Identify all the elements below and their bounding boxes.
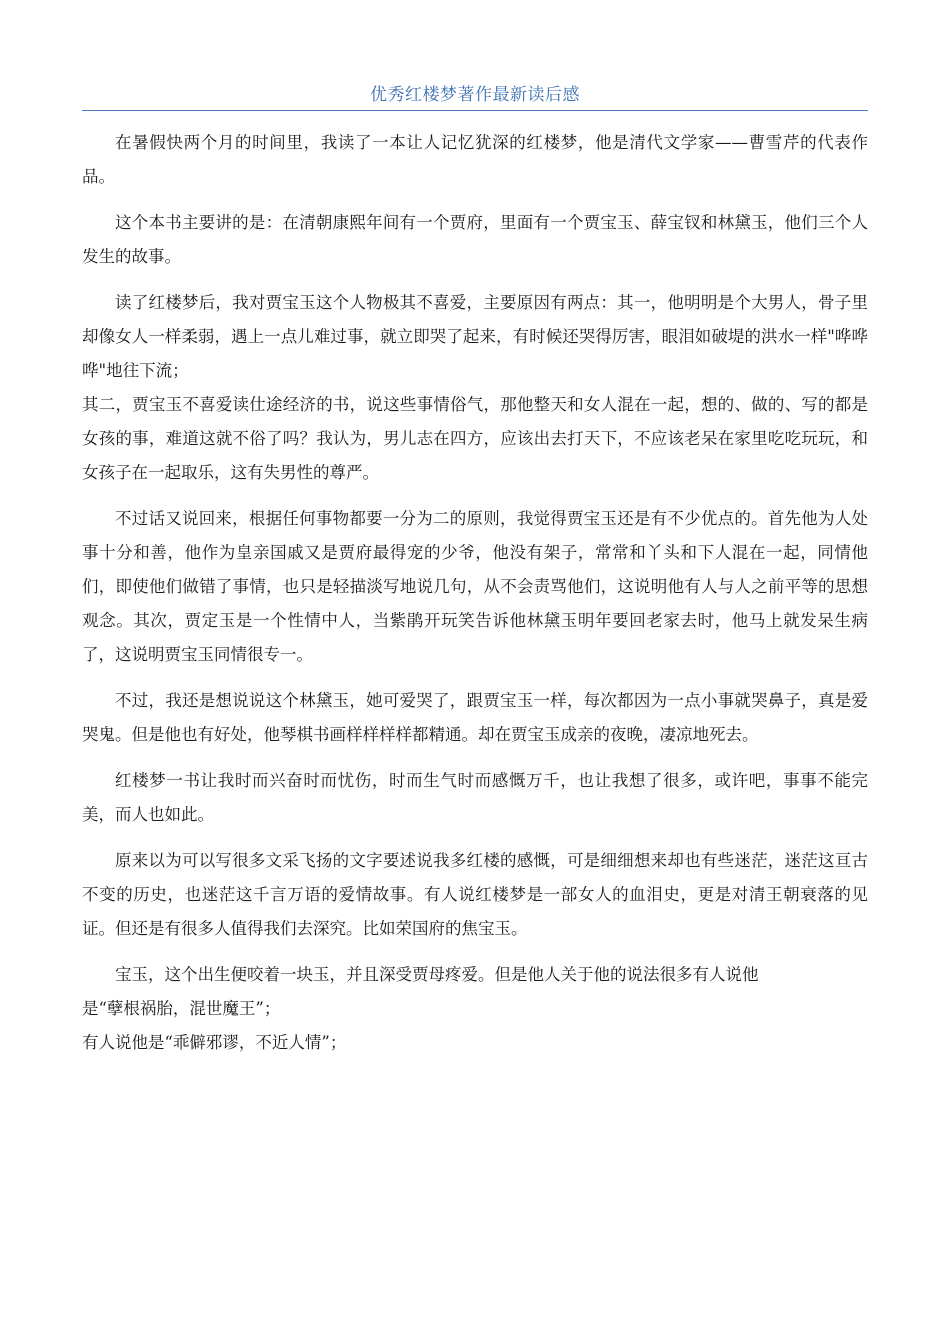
paragraph-feelings: 红楼梦一书让我时而兴奋时而忧伤，时而生气时而感慨万千，也让我想了很多，或许吧，事事不能完美，而人也如此。 [82,771,868,824]
paragraph-quote-one: 是“孽根祸胎，混世魔王”； [82,999,281,1018]
paragraph-merits: 不过话又说回来，根据任何事物都要一分为二的原则，我觉得贾宝玉还是有不少优点的。首先他为人处事十分和善，他作为皇亲国戚又是贾府最得宠的少爷，他没有架子，常常和丫头和下人混在一起，同情他们，即使他们做错了事情，也只是轻描淡写地说几句，从不会责骂他们，这说明他有人与人之前平等的思想观念。其次，贾定玉是一个性情中人，当紫鹃开玩笑告诉他林黛玉明年要回老家去时，他马上就发呆生病了，这说明贾宝玉同情很专一。 [82,509,868,664]
paragraph-daiyu: 不过，我还是想说说这个林黛玉，她可爱哭了，跟贾宝玉一样，每次都因为一点小事就哭鼻子，真是爱哭鬼。但是他也有好处，他琴棋书画样样样样都精通。却在贾宝玉成亲的夜晚，凄凉地死去。 [82,691,868,744]
paragraph-quote-two: 有人说他是“乖僻邪谬，不近人情”； [82,1033,347,1052]
document-body [82,126,868,1060]
paragraph-reflection: 原来以为可以写很多文采飞扬的文字要述说我多红楼的感慨，可是细细想来却也有些迷茫，迷茫这亘古不变的历史，也迷茫这千言万语的爱情故事。有人说红楼梦是一部女人的血泪史，更是对清王朝衰落的见证。但还是有很多人值得我们去深究。比如荣国府的焦宝玉。 [82,851,868,938]
paragraph-intro: 在暑假快两个月的时间里，我读了一本让人记忆犹深的红楼梦，他是清代文学家——曹雪芹的代表作品。 [82,133,868,186]
document-title: 优秀红楼梦著作最新读后感 [370,85,580,105]
paragraph-baoyu: 宝玉，这个出生便咬着一块玉，并且深受贾母疼爱。但是他人关于他的说法很多有人说他 [115,965,759,984]
paragraph-opinion-first: 读了红楼梦后，我对贾宝玉这个人物极其不喜爱，主要原因有两点：其一，他明明是个大男人，骨子里却像女人一样柔弱，遇上一点儿难过事，就立即哭了起来，有时候还哭得厉害，眼泪如破堤的洪水一样"哗哗哗"地往下流； [82,293,868,380]
document-header [82,80,868,111]
paragraph-opinion-second: 其二，贾宝玉不喜爱读仕途经济的书，说这些事情俗气，那他整天和女人混在一起，想的、做的、写的都是女孩的事，难道这就不俗了吗？我认为，男儿志在四方，应该出去打天下，不应该老呆在家里吃吃玩玩，和女孩子在一起取乐，这有失男性的尊严。 [82,395,868,482]
paragraph-summary: 这个本书主要讲的是：在清朝康熙年间有一个贾府，里面有一个贾宝玉、薛宝钗和林黛玉，他们三个人发生的故事。 [82,213,868,266]
